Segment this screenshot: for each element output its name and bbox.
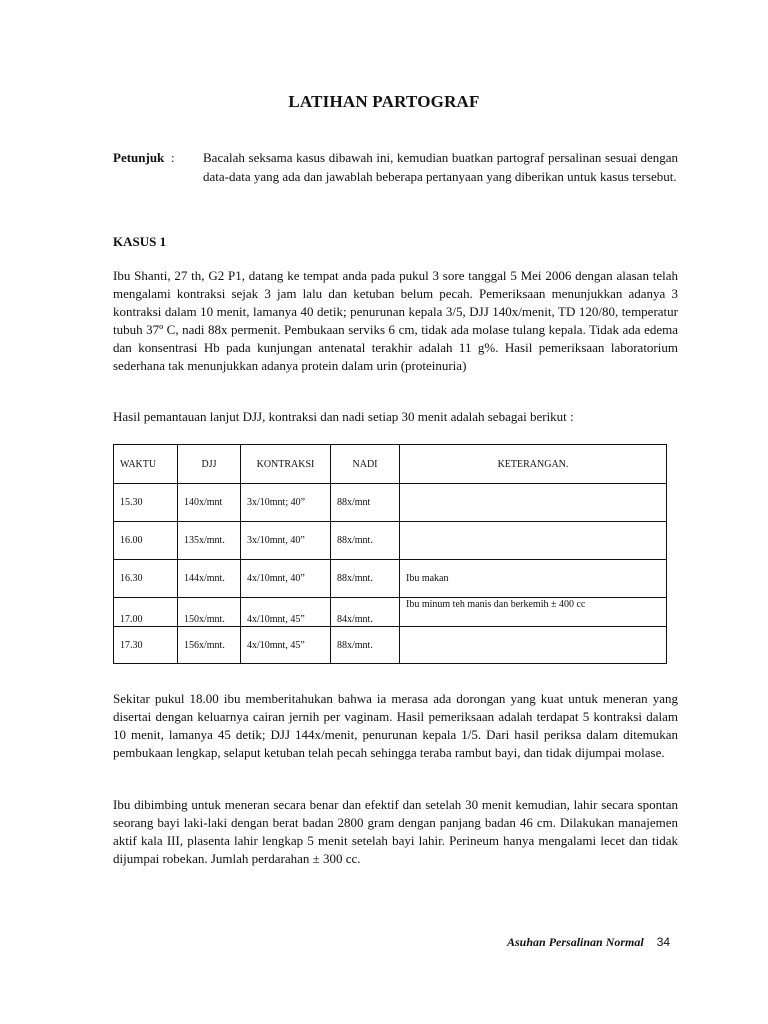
table-row [114, 627, 667, 664]
table-row [114, 484, 667, 522]
cell-nadi: 88x/mnt. [331, 627, 400, 664]
table-row [114, 560, 667, 598]
header-nadi: NADI [331, 445, 400, 484]
cell-djj: 156x/mnt. [178, 627, 241, 664]
cell-kontraksi: 4x/10mnt, 45” [241, 627, 331, 664]
cell-kontraksi: 4x/10mnt, 40” [241, 560, 331, 598]
cell-waktu: 17.00 [114, 598, 178, 627]
page-number: 34 [656, 935, 671, 949]
page-footer [507, 935, 670, 950]
cell-nadi: 84x/mnt. [331, 598, 400, 627]
header-keterangan: KETERANGAN. [400, 445, 667, 484]
petunjuk-colon: : [171, 150, 175, 165]
page-title: LATIHAN PARTOGRAF [288, 92, 480, 111]
table-row [114, 598, 667, 627]
header-djj: DJJ [178, 445, 241, 484]
cell-keterangan [400, 627, 667, 664]
cell-keterangan: Ibu minum teh manis dan berkemih ± 400 cc [400, 598, 667, 627]
cell-keterangan [400, 484, 667, 522]
cell-waktu: 15.30 [114, 484, 178, 522]
cell-keterangan [400, 522, 667, 560]
case-paragraph-1: Ibu Shanti, 27 th, G2 P1, datang ke tempat anda pada pukul 3 sore tanggal 5 Mei 2006 dengan alasan telah mengalami kontraksi sejak 3 jam lalu dan ketuban belum pecah. Pemeriksaan menunjukkan adanya 3 kontraksi dalam 10 menit, lamanya 40 detik; penurunan kepala 3/5, DJJ 140x/menit, TD 120/80, temperatur tubuh 37º C, nadi 88x permenit. Pembukaan serviks 6 cm, tidak ada molase tulang kepala. Tidak ada edema dan konsentrasi Hb pada kunjungan antenatal terakhir adalah 11 g%. Hasil pemeriksaan laboratorium sederhana tak menunjukkan adanya protein dalam urin (proteinuria) [113, 268, 678, 373]
header-waktu: WAKTU [114, 445, 178, 484]
petunjuk-label: Petunjuk [113, 150, 165, 165]
cell-nadi: 88x/mnt. [331, 522, 400, 560]
cell-kontraksi: 4x/10mnt, 45” [241, 598, 331, 627]
cell-djj: 140x/mnt [178, 484, 241, 522]
case-paragraph-3: Sekitar pukul 18.00 ibu memberitahukan bahwa ia merasa ada dorongan yang kuat untuk meneran yang disertai dengan keluarnya cairan jernih per vaginam. Hasil pemeriksaan adalah terdapat 5 kontraksi dalam 10 menit, lamanya 45 detik; DJJ 144x/menit, penurunan kepala 1/5. Dari hasil periksa dalam ditemukan pembukaan lengkap, selaput ketuban telah pecah sehingga teraba rambut bayi, dan tidak dijumpai molase. [113, 691, 678, 760]
petunjuk-text: Bacalah seksama kasus dibawah ini, kemudian buatkan partograf persalinan sesuai dengan data-data yang ada dan jawablah beberapa pertanyaan yang diberikan untuk kasus tersebut. [203, 150, 678, 184]
cell-kontraksi: 3x/10mnt; 40” [241, 484, 331, 522]
cell-djj: 135x/mnt. [178, 522, 241, 560]
monitoring-intro: Hasil pemantauan lanjut DJJ, kontraksi dan nadi setiap 30 menit adalah sebagai berikut : [113, 409, 574, 424]
header-kontraksi: KONTRAKSI [241, 445, 331, 484]
cell-keterangan: Ibu makan [400, 560, 667, 598]
footer-book-title: Asuhan Persalinan Normal [507, 935, 644, 949]
cell-waktu: 16.00 [114, 522, 178, 560]
table-header-row [114, 445, 667, 484]
cell-djj: 150x/mnt. [178, 598, 241, 627]
table-row [114, 522, 667, 560]
cell-kontraksi: 3x/10mnt, 40” [241, 522, 331, 560]
cell-waktu: 17.30 [114, 627, 178, 664]
case-paragraph-4: Ibu dibimbing untuk meneran secara benar dan efektif dan setelah 30 menit kemudian, lahir secara spontan seorang bayi laki-laki dengan berat badan 2800 gram dengan panjang badan 46 cm. Dilakukan manajemen aktif kala III, plasenta lahir lengkap 5 menit setelah bayi lahir. Perineum hanya mengalami lecet dan tidak dijumpai robekan. Jumlah perdarahan ± 300 cc. [113, 797, 678, 866]
kasus-heading: KASUS 1 [113, 234, 167, 249]
cell-djj: 144x/mnt. [178, 560, 241, 598]
cell-nadi: 88x/mnt. [331, 560, 400, 598]
monitoring-table [113, 444, 667, 664]
cell-waktu: 16.30 [114, 560, 178, 598]
cell-nadi: 88x/mnt [331, 484, 400, 522]
